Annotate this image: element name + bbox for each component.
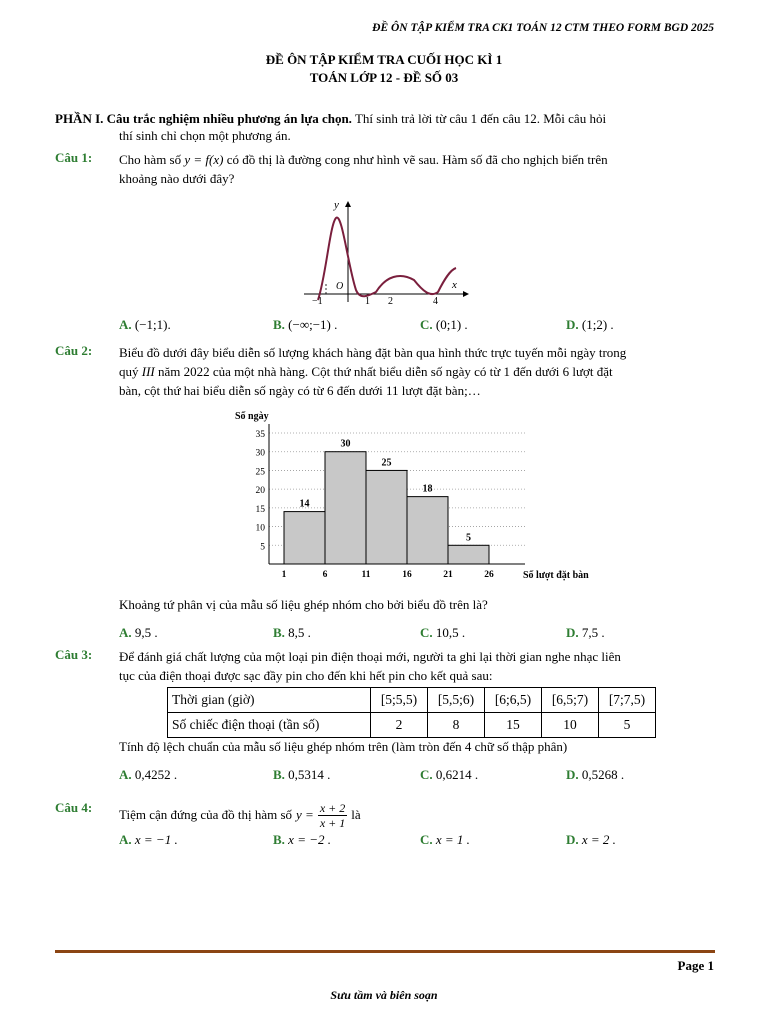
- q4-option-d[interactable]: D. x = 2 .: [566, 832, 616, 847]
- q2-line3: bàn, cột thứ hai biểu diễn số ngày có từ 6 đến dưới 11 lượt đặt bàn;…: [119, 383, 481, 398]
- y-tick-label: 5: [260, 542, 265, 553]
- q4-function-lhs: y =: [296, 806, 314, 822]
- q2-body: Biểu đồ dưới đây biểu diễn số lượng khách hàng đặt bàn qua hình thức trực tuyến mỗi ngày trong quý III năm 2022 của một nhà hàng. Cột thứ nhất biểu diễn số ngày có từ 1 đến dưới 6 lượt đặt bàn, cột thứ hai biểu diễn số ngày có từ 6 đến dưới 11 lượt đặt bàn;…: [119, 345, 627, 398]
- q2-label: Câu 2:: [55, 343, 93, 358]
- y-tick-label: 20: [255, 486, 265, 497]
- table-header-count: Số chiếc điện thoại (tần số): [168, 713, 371, 738]
- q4-body: [119, 800, 361, 829]
- table-row: [168, 688, 656, 713]
- table-cell: 2: [371, 713, 428, 738]
- table-cell: 8: [428, 713, 485, 738]
- q3-option-d[interactable]: D. 0,5268 .: [566, 767, 625, 782]
- q3-option-b[interactable]: B. 0,5314 .: [273, 767, 331, 782]
- table-cell: [5;5,5): [371, 688, 428, 713]
- bar-value-label: 18: [422, 483, 433, 495]
- y-tick-label: 35: [255, 430, 265, 440]
- exam-subtitle: TOÁN LỚP 12 - ĐỀ SỐ 03: [309, 70, 459, 85]
- bar-value-label: 25: [381, 457, 392, 469]
- q4-fraction: [318, 801, 347, 830]
- q4-option-b[interactable]: B. x = −2 .: [273, 832, 331, 847]
- y-axis-label: Số ngày: [235, 411, 269, 422]
- q4-denominator: x + 1: [319, 816, 346, 830]
- table-cell: [5,5;6): [428, 688, 485, 713]
- q3-line1: Để đánh giá chất lượng của một loại pin điện thoại mới, người ta ghi lại thời gian nghe nhạc liên: [119, 649, 621, 664]
- table-cell: 10: [542, 713, 599, 738]
- part1-heading: PHẦN I. Câu trắc nghiệm nhiều phương án lựa chọn.: [55, 111, 352, 126]
- x-tick-label: 6: [322, 570, 328, 580]
- exam-title: ĐỀ ÔN TẬP KIỂM TRA CUỐI HỌC KÌ 1: [265, 52, 503, 67]
- q1-option-b[interactable]: B. (−∞;−1) .: [273, 317, 338, 332]
- q3-option-a[interactable]: A. 0,4252 .: [119, 767, 178, 782]
- page-header: ĐỀ ÔN TẬP KIỂM TRA CK1 TOÁN 12 CTM THEO FORM BGD 2025: [372, 22, 714, 34]
- table-row: [168, 713, 656, 738]
- q2-option-a[interactable]: A. 9,5 .: [119, 625, 158, 640]
- q1-function: y = f(x): [184, 152, 224, 167]
- graph-tick-minus1: −1: [312, 296, 323, 306]
- q4-label: Câu 4:: [55, 800, 93, 815]
- x-tick-label: 1: [281, 570, 287, 580]
- table-cell: [7;7,5): [599, 688, 656, 713]
- part1-text2: thí sinh chỉ chọn một phương án.: [119, 128, 291, 143]
- graph-origin: O: [336, 281, 344, 292]
- bar-value-label: 14: [299, 498, 310, 510]
- q1-line2: khoảng nào dưới đây?: [119, 171, 235, 186]
- q2-option-b[interactable]: B. 8,5 .: [273, 625, 311, 640]
- histogram-bar: [366, 470, 407, 564]
- q2-question: Khoảng tứ phân vị của mẫu số liệu ghép nhóm cho bởi biểu đồ trên là?: [119, 597, 488, 612]
- q1-suffix: có đồ thị là đường cong như hình vẽ sau. Hàm số đã cho nghịch biến trên: [223, 152, 608, 167]
- graph-tick-1: 1: [365, 296, 370, 306]
- y-tick-label: 15: [255, 504, 265, 515]
- part1-intro: [55, 109, 715, 128]
- q1-function-graph: [290, 196, 480, 306]
- graph-y-label: y: [334, 199, 339, 211]
- q1-option-d[interactable]: D. (1;2) .: [566, 317, 614, 332]
- part1-text1: Thí sinh trả lời từ câu 1 đến câu 12. Mỗi câu hỏi: [351, 111, 607, 126]
- page-number: Page 1: [677, 958, 714, 973]
- table-cell: [6;6,5): [485, 688, 542, 713]
- table-header-time: Thời gian (giờ): [168, 688, 371, 713]
- q1-option-c[interactable]: C. (0;1) .: [420, 317, 468, 332]
- histogram-bar: [325, 452, 366, 564]
- q4-prefix: Tiệm cận đứng của đồ thị hàm số: [119, 806, 293, 822]
- q1-prefix: Cho hàm số: [119, 152, 185, 167]
- bar-value-label: 5: [466, 532, 471, 544]
- y-tick-label: 10: [255, 523, 265, 534]
- q2-option-d[interactable]: D. 7,5 .: [566, 625, 605, 640]
- q1-body: [119, 150, 714, 188]
- q3-line2: tục của điện thoại được sạc đầy pin cho đến khi hết pin cho kết quả sau:: [119, 668, 493, 683]
- q3-label: Câu 3:: [55, 647, 93, 662]
- q4-numerator: x + 2: [319, 801, 346, 815]
- table-cell: 15: [485, 713, 542, 738]
- y-tick-label: 30: [255, 448, 265, 459]
- q3-body: [119, 647, 714, 685]
- q4-option-c[interactable]: C. x = 1 .: [420, 832, 470, 847]
- q1-label: Câu 1:: [55, 150, 93, 165]
- graph-tick-2: 2: [388, 296, 393, 306]
- x-tick-label: 26: [484, 570, 494, 580]
- x-tick-label: 21: [443, 570, 453, 580]
- graph-x-label: x: [452, 279, 457, 291]
- q3-option-c[interactable]: C. 0,6214 .: [420, 767, 479, 782]
- q3-question: Tính độ lệch chuẩn của mẫu số liệu ghép nhóm trên (làm tròn đến 4 chữ số thập phân): [119, 739, 568, 754]
- q2-line1: Biểu đồ dưới đây biểu diễn số lượng khách hàng đặt bàn qua hình thức trực tuyến mỗi ngày trong: [119, 345, 627, 360]
- x-axis-label: Số lượt đặt bàn: [523, 570, 589, 581]
- bar-value-label: 30: [340, 438, 351, 450]
- y-tick-label: 25: [255, 467, 265, 478]
- histogram-bar: [448, 545, 489, 564]
- histogram-bar: [407, 497, 448, 564]
- q2-histogram: [225, 404, 610, 584]
- q2-quarter: III: [141, 364, 155, 379]
- graph-tick-4: 4: [433, 296, 438, 306]
- footer-rule: [55, 950, 715, 953]
- table-cell: 5: [599, 713, 656, 738]
- histogram-bar: [284, 512, 325, 564]
- x-tick-label: 11: [361, 570, 371, 580]
- table-cell: [6,5;7): [542, 688, 599, 713]
- q3-frequency-table: [167, 687, 656, 738]
- q1-option-a[interactable]: A. (−1;1).: [119, 317, 171, 332]
- q4-option-a[interactable]: A. x = −1 .: [119, 832, 178, 847]
- footer-credit: Sưu tầm và biên soạn: [330, 988, 438, 1002]
- q2-option-c[interactable]: C. 10,5 .: [420, 625, 466, 640]
- q4-suffix: là: [351, 806, 361, 822]
- x-tick-label: 16: [402, 570, 412, 580]
